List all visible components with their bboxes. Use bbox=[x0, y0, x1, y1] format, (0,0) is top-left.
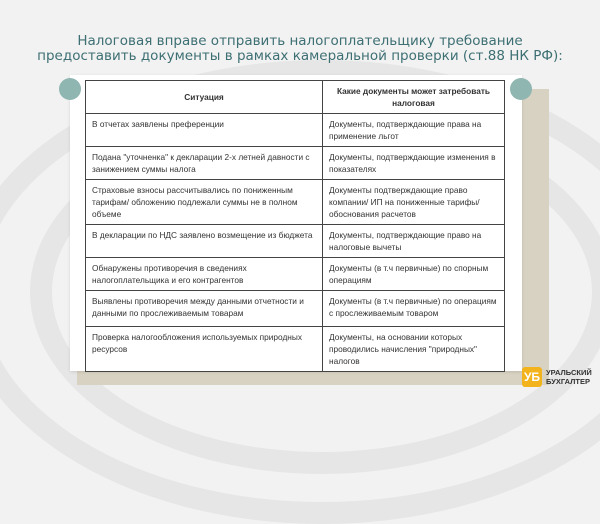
table-row bbox=[86, 114, 505, 147]
situation-cell: Выявлены противоречия между данными отчетности и данными по прослеживаемым товарам bbox=[86, 291, 323, 327]
decor-dot-left bbox=[59, 78, 81, 100]
documents-cell: Документы (в т.ч первичные) по операциям с прослеживаемым товаром bbox=[323, 291, 505, 327]
documents-cell: Документы (в т.ч первичные) по спорным операциям bbox=[323, 258, 505, 291]
documents-cell: Документы подтверждающие право компании/ ИП на пониженные тарифы/ обоснования расчетов bbox=[323, 180, 505, 225]
header-documents: Какие документы может затребовать налоговая bbox=[323, 81, 505, 114]
documents-cell: Документы, подтверждающие право на налоговые вычеты bbox=[323, 225, 505, 258]
headline-line-1: Налоговая вправе отправить налогоплательщику требование bbox=[77, 33, 523, 49]
decor-dot-right bbox=[510, 78, 532, 100]
situation-cell: Проверка налогообложения используемых природных ресурсов bbox=[86, 327, 323, 372]
logo-line-2: БУХГАЛТЕР bbox=[546, 377, 591, 386]
table-row bbox=[86, 180, 505, 225]
headline bbox=[0, 34, 600, 64]
situation-cell: Страховые взносы рассчитывались по пониженным тарифам/ обложению подлежали суммы не в полном объеме bbox=[86, 180, 323, 225]
table-row bbox=[86, 258, 505, 291]
logo-text bbox=[546, 368, 592, 386]
table-row bbox=[86, 291, 505, 327]
logo-line-1: УРАЛЬСКИЙ bbox=[546, 368, 592, 377]
table-row bbox=[86, 225, 505, 258]
situation-cell: В декларации по НДС заявлено возмещение из бюджета bbox=[86, 225, 323, 258]
table-header-row bbox=[86, 81, 505, 114]
documents-table bbox=[85, 80, 505, 372]
header-situation: Ситуация bbox=[86, 81, 323, 114]
table-row bbox=[86, 147, 505, 180]
documents-cell: Документы, на основании которых проводились начисления "природных" налогов bbox=[323, 327, 505, 372]
situation-cell: Подана "уточненка" к декларации 2-х летней давности с занижением суммы налога bbox=[86, 147, 323, 180]
situation-cell: Обнаружены противоречия в сведениях налогоплательщика и его контрагентов bbox=[86, 258, 323, 291]
brand-logo bbox=[522, 365, 596, 393]
situation-cell: В отчетах заявлены преференции bbox=[86, 114, 323, 147]
table-row bbox=[86, 327, 505, 372]
documents-cell: Документы, подтверждающие права на применение льгот bbox=[323, 114, 505, 147]
documents-cell: Документы, подтверждающие изменения в показателях bbox=[323, 147, 505, 180]
logo-icon: УБ bbox=[522, 367, 542, 387]
headline-line-2: предоставить документы в рамках камеральной проверки (ст.88 НК РФ): bbox=[37, 48, 563, 64]
